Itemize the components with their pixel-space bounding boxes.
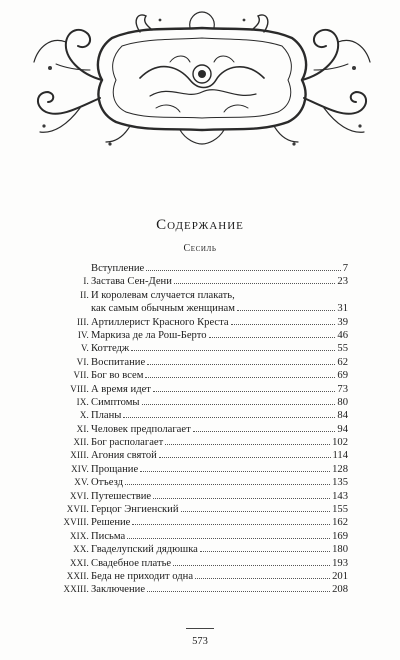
chapter-number: XIX. (69, 530, 89, 541)
dot-leader (125, 484, 330, 485)
chapter-page: 162 (332, 517, 348, 529)
chapter-page: 23 (337, 276, 348, 288)
dot-leader (145, 377, 335, 378)
chapter-number: X. (79, 410, 89, 421)
dot-leader (153, 391, 335, 392)
toc-entry (60, 436, 348, 449)
dot-leader (153, 498, 330, 499)
page-number: 573 (192, 636, 208, 647)
toc-entry (60, 383, 348, 396)
chapter-number: XVII. (66, 504, 89, 515)
dot-leader (174, 283, 336, 284)
toc-entry (60, 463, 348, 476)
chapter-title: Заключение (91, 584, 146, 596)
dot-leader (181, 511, 331, 512)
chapter-number: XVI. (69, 490, 89, 501)
chapter-page: 73 (337, 383, 348, 395)
dot-leader (142, 404, 336, 405)
chapter-title: Человек предполагает (91, 423, 191, 435)
chapter-title: Свадебное платье (91, 557, 172, 569)
dot-leader (200, 551, 330, 552)
chapter-number: VIII. (70, 383, 89, 394)
toc-entry (60, 396, 348, 409)
dot-leader (231, 324, 336, 325)
dot-leader (209, 337, 336, 338)
chapter-title: Путешествие (91, 490, 152, 502)
chapter-page: 7 (342, 263, 348, 274)
chapter-title: Герцог Энгиенский (91, 504, 179, 516)
chapter-page: 180 (332, 544, 348, 556)
chapter-number: XII. (73, 437, 89, 448)
chapter-number: III. (76, 316, 89, 327)
chapter-number: V. (81, 343, 89, 354)
chapter-title: Агония святой (91, 450, 157, 462)
chapter-number: IX. (76, 396, 89, 407)
toc-entry (60, 342, 348, 355)
dot-leader (165, 444, 330, 445)
toc-entry (60, 583, 348, 596)
chapter-title: Бог во всем (91, 370, 144, 382)
chapter-page: 193 (332, 557, 348, 569)
toc-entry (60, 490, 348, 503)
chapter-title: Беда не приходит одна (91, 570, 194, 582)
chapter-number: XXI. (69, 557, 89, 568)
chapter-title: А время идет (91, 383, 151, 395)
chapter-page: 46 (337, 329, 348, 341)
chapter-title: Решение (91, 517, 131, 529)
chapter-page: 128 (332, 463, 348, 475)
toc-entry (60, 329, 348, 342)
chapter-title: Симптомы (91, 396, 140, 408)
chapter-number: XI. (76, 423, 89, 434)
chapter-page: 94 (337, 423, 348, 435)
chapter-title: Коттедж (91, 343, 130, 355)
chapter-title: Отъезд (91, 477, 123, 489)
chapter-title: Воспитание (91, 356, 146, 368)
chapter-page: 62 (337, 356, 348, 368)
toc-entry (60, 316, 348, 329)
chapter-number: I. (83, 276, 89, 287)
table-of-contents (60, 262, 348, 597)
chapter-number: XX. (73, 544, 89, 555)
toc-entry (60, 275, 348, 288)
toc-entry (60, 570, 348, 583)
chapter-title: Вступление (91, 263, 145, 274)
chapter-title-continued: как самым обычным женщинам (91, 303, 235, 315)
dot-leader (131, 350, 335, 351)
dot-leader (237, 310, 335, 311)
chapter-title: Гваделупский дядюшка (91, 544, 198, 556)
footer-rule (186, 628, 214, 629)
dot-leader (193, 431, 336, 432)
section-heading: Сесиль (183, 243, 217, 254)
toc-entry (60, 543, 348, 556)
toc-entry (60, 369, 348, 382)
dot-leader (127, 538, 330, 539)
chapter-number: XIII. (70, 450, 89, 461)
chapter-page: 143 (332, 490, 348, 502)
toc-entry (60, 289, 348, 316)
chapter-page: 114 (332, 450, 348, 462)
toc-entry (60, 262, 348, 275)
dot-leader (147, 364, 335, 365)
toc-entry (60, 409, 348, 422)
chapter-page: 80 (337, 396, 348, 408)
chapter-page: 169 (332, 530, 348, 542)
chapter-page: 102 (332, 437, 348, 449)
chapter-page: 69 (337, 370, 348, 382)
toc-entry (60, 476, 348, 489)
chapter-number: VII. (73, 370, 89, 381)
chapter-page: 55 (337, 343, 348, 355)
dot-leader (146, 270, 340, 271)
toc-entry (60, 449, 348, 462)
chapter-title: Прощание (91, 463, 139, 475)
chapter-page: 135 (332, 477, 348, 489)
ornamental-headpiece-icon (20, 8, 384, 148)
chapter-page: 31 (337, 303, 348, 315)
page-title: Содержание (156, 217, 244, 233)
chapter-title: Планы (91, 410, 122, 422)
chapter-page: 208 (332, 584, 348, 596)
chapter-page: 155 (332, 504, 348, 516)
chapter-number: IV. (77, 329, 89, 340)
toc-entry (60, 557, 348, 570)
toc-entry (60, 423, 348, 436)
chapter-number: XVIII. (63, 517, 89, 528)
dot-leader (147, 591, 330, 592)
dot-leader (159, 457, 331, 458)
chapter-title: Бог располагает (91, 437, 164, 449)
toc-entry (60, 356, 348, 369)
chapter-number: XV. (74, 477, 89, 488)
dot-leader (123, 417, 335, 418)
chapter-page: 39 (337, 316, 348, 328)
dot-leader (140, 471, 330, 472)
chapter-title: Застава Сен-Дени (91, 276, 172, 288)
toc-entry (60, 530, 348, 543)
chapter-page: 84 (337, 410, 348, 422)
chapter-title: И королевам случается плакать, (91, 289, 235, 301)
toc-entry (60, 503, 348, 516)
chapter-number: II. (80, 289, 89, 300)
chapter-title: Артиллерист Красного Креста (91, 316, 229, 328)
chapter-number: VI. (76, 356, 89, 367)
chapter-title: Письма (91, 530, 126, 542)
chapter-number: XXII. (66, 570, 89, 581)
chapter-title: Маркиза де ла Рош-Берто (91, 329, 207, 341)
chapter-number: XIV. (71, 463, 89, 474)
toc-entry (60, 516, 348, 529)
chapter-number: XXIII. (63, 584, 89, 595)
dot-leader (173, 565, 330, 566)
dot-leader (195, 578, 330, 579)
dot-leader (132, 524, 330, 525)
chapter-page: 201 (332, 570, 348, 582)
